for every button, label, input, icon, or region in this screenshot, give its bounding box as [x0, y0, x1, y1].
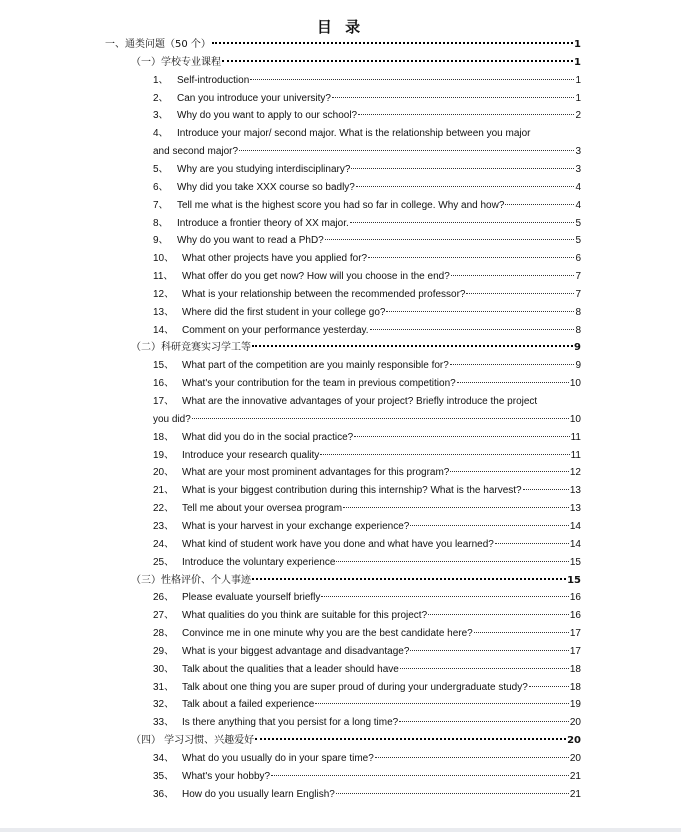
- toc-item-number: 12、: [153, 288, 175, 300]
- toc-page-number: 18: [569, 663, 581, 675]
- toc-item-number: 31、: [153, 681, 175, 693]
- toc-entry-text: Tell me about your oversea program: [182, 503, 343, 515]
- toc-leader-dots: [523, 489, 569, 490]
- toc-page-number: 17: [569, 645, 581, 657]
- toc-leader-dots: [529, 686, 569, 687]
- toc-entry-text: What part of the competition are you mainly responsible for?: [182, 360, 449, 372]
- toc-item[interactable]: [153, 625, 581, 643]
- toc-leader-dots: [375, 757, 569, 758]
- toc-item-number: 1、: [153, 74, 169, 86]
- toc-leader-dots: [325, 239, 575, 240]
- toc-item-number: 11、: [153, 271, 174, 283]
- toc-leader-dots: [495, 543, 569, 544]
- toc-item[interactable]: [153, 393, 537, 411]
- toc-entry-text: What are the innovative advantages of your project? Briefly introduce the project: [182, 396, 538, 407]
- toc-page-number: 20: [569, 753, 581, 764]
- toc-item-continuation[interactable]: [153, 143, 581, 161]
- toc-page-number: 13: [569, 503, 581, 515]
- toc-leader-dots: [320, 454, 569, 455]
- toc-entry-text: What is your biggest contribution during this internship? What is the harvest?: [182, 485, 522, 497]
- toc-leader-dots: [466, 293, 574, 294]
- toc-item[interactable]: [153, 589, 581, 607]
- toc-item[interactable]: [153, 322, 581, 340]
- toc-item[interactable]: [153, 90, 581, 108]
- toc-entry-text: What is your biggest advantage and disadvantage?: [182, 645, 410, 657]
- toc-leader-dots: [450, 364, 575, 365]
- toc-subsection[interactable]: [131, 572, 581, 590]
- toc-leader-dots: [271, 775, 569, 776]
- toc-page-number: 11: [570, 431, 581, 443]
- toc-item-number: 35、: [153, 770, 175, 782]
- toc-item[interactable]: [153, 215, 581, 233]
- toc-leader-dots: [255, 738, 566, 740]
- toc-item[interactable]: [153, 447, 581, 465]
- toc-section-1[interactable]: [105, 36, 581, 54]
- toc-leader-dots: [250, 79, 574, 80]
- toc-title: 目 录: [316, 18, 365, 36]
- toc-item[interactable]: [153, 197, 581, 215]
- toc-item-number: 25、: [153, 556, 175, 568]
- toc-entry-text: Talk about one thing you are super proud of during your undergraduate study?: [182, 681, 528, 693]
- toc-page-number: 19: [569, 699, 581, 711]
- toc-item-number: 19、: [153, 449, 175, 461]
- toc-item[interactable]: [153, 607, 581, 625]
- toc-item-number: 8、: [153, 217, 169, 229]
- toc-item[interactable]: [153, 464, 581, 482]
- toc-page-number: 3: [575, 146, 581, 158]
- toc-page-number: 13: [569, 485, 581, 497]
- toc-page-number: 4: [575, 181, 581, 193]
- toc-leader-dots: [315, 703, 569, 704]
- toc-leader-dots: [252, 578, 566, 580]
- toc-leader-dots: [410, 525, 569, 526]
- toc-leader-dots: [351, 168, 574, 169]
- toc-page-number: 5: [575, 235, 581, 247]
- toc-entry-text: Introduce your research quality: [182, 449, 320, 461]
- toc-item-number: 15、: [153, 360, 175, 372]
- toc-page-number: 20: [569, 717, 581, 729]
- toc-page-number: 8: [575, 324, 581, 336]
- toc-entry-text: What other projects have you applied for?: [182, 253, 368, 265]
- toc-item[interactable]: [153, 661, 581, 679]
- toc-page-number: 15: [567, 574, 581, 586]
- toc-leader-dots: [505, 204, 574, 205]
- toc-entry-text: What's your hobby?: [182, 770, 271, 782]
- toc-item[interactable]: [153, 554, 581, 572]
- toc-entry-text: What offer do you get now? How will you choose in the end?: [182, 271, 450, 283]
- toc-entry-text: Where did the first student in your college go?: [182, 306, 386, 318]
- toc-entry-text: Tell me what is the highest score you had so far in college. Why and how?: [177, 199, 505, 211]
- toc-entry-text: Introduce the voluntary experience: [182, 556, 336, 568]
- toc-item[interactable]: [153, 768, 581, 786]
- toc-item-number: 36、: [153, 788, 175, 800]
- toc-entry-text: Talk about the qualities that a leader should have: [182, 663, 399, 675]
- toc-item-number: 6、: [153, 181, 169, 193]
- toc-item-continuation[interactable]: [153, 411, 581, 429]
- toc-item-number: 34、: [153, 753, 175, 764]
- toc-entry-text: What did you do in the social practice?: [182, 431, 354, 443]
- toc-leader-dots: [343, 507, 569, 508]
- toc-item[interactable]: [153, 518, 581, 536]
- toc-item[interactable]: [153, 304, 581, 322]
- toc-leader-dots: [451, 275, 575, 276]
- toc-entry-text: （四） 学习习惯、兴趣爱好: [131, 735, 255, 747]
- toc-entry-text: What is your relationship between the recommended professor?: [182, 288, 466, 300]
- toc-leader-dots: [428, 614, 569, 615]
- toc-page-number: 2: [575, 110, 581, 122]
- toc-item[interactable]: [153, 357, 581, 375]
- toc-item[interactable]: [153, 375, 581, 393]
- toc-entry-text: What's your contribution for the team in previous competition?: [182, 378, 456, 390]
- toc-page-number: 6: [575, 253, 581, 265]
- toc-item[interactable]: [153, 536, 581, 554]
- toc-item[interactable]: [153, 232, 581, 250]
- toc-item[interactable]: [153, 161, 581, 179]
- toc-leader-dots: [222, 60, 573, 62]
- toc-leader-dots: [450, 471, 569, 472]
- toc-subsection[interactable]: [131, 54, 581, 72]
- toc-item-number: 7、: [153, 199, 169, 211]
- toc-page-number: 1: [574, 39, 581, 50]
- toc-page-number: 16: [569, 610, 581, 622]
- toc-leader-dots: [332, 97, 574, 98]
- toc-subsection[interactable]: [131, 732, 581, 750]
- toc-page-number: 1: [574, 56, 581, 68]
- toc-page-number: 1: [575, 92, 581, 104]
- toc-entry-text: What qualities do you think are suitable for this project?: [182, 610, 428, 622]
- toc-item[interactable]: [153, 72, 581, 90]
- toc-item-number: 14、: [153, 324, 175, 336]
- toc-leader-dots: [400, 668, 569, 669]
- toc-leader-dots: [370, 329, 575, 330]
- toc-item-number: 32、: [153, 699, 175, 711]
- toc-page-number: 9: [574, 342, 581, 354]
- toc-item-number: 13、: [153, 306, 175, 318]
- page-bottom-edge: [0, 828, 681, 832]
- toc-entry-text: 一、通类问题（50 个）: [105, 39, 211, 50]
- toc-leader-dots: [410, 650, 568, 651]
- toc-leader-dots: [457, 382, 569, 383]
- toc-entry-text: What are your most prominent advantages for this program?: [182, 467, 450, 479]
- toc-item[interactable]: [153, 750, 581, 768]
- toc-leader-dots: [368, 257, 574, 258]
- toc-item-number: 16、: [153, 378, 175, 390]
- toc-entry-text: Why do you want to apply to our school?: [177, 110, 358, 122]
- toc-page-number: 18: [569, 681, 581, 693]
- toc-subsection[interactable]: [131, 339, 581, 357]
- toc-entry-text: Can you introduce your university?: [177, 92, 331, 104]
- toc-leader-dots: [321, 596, 568, 597]
- toc-item-number: 5、: [153, 163, 169, 175]
- toc-page-number: 21: [569, 770, 581, 782]
- toc-item[interactable]: [153, 429, 581, 447]
- toc-item[interactable]: [153, 679, 581, 697]
- toc-page-number: 15: [569, 556, 581, 568]
- toc-item[interactable]: [153, 786, 581, 804]
- toc-item[interactable]: [153, 500, 581, 518]
- toc-leader-dots: [192, 418, 569, 419]
- toc-page-number: 17: [569, 628, 581, 640]
- toc-page-number: 14: [569, 538, 581, 550]
- toc-entry-text-continued: and second major?: [153, 146, 239, 158]
- toc-item-number: 17、: [153, 396, 175, 407]
- toc-leader-dots: [252, 345, 573, 347]
- toc-leader-dots: [356, 186, 575, 187]
- toc-item-number: 30、: [153, 663, 175, 675]
- toc-item[interactable]: [153, 286, 581, 304]
- toc-entry-text: Comment on your performance yesterday.: [182, 324, 369, 336]
- toc-leader-dots: [239, 150, 574, 151]
- toc-leader-dots: [336, 561, 568, 562]
- toc-leader-dots: [399, 721, 569, 722]
- toc-page-number: 21: [569, 788, 581, 800]
- toc-page-number: 20: [567, 735, 581, 747]
- toc-entry-text: What is your harvest in your exchange experience?: [182, 520, 410, 532]
- toc-item-number: 21、: [153, 485, 175, 497]
- toc-page-number: 7: [575, 271, 581, 283]
- toc-page-number: 10: [569, 378, 581, 390]
- toc-entry-text: （三）性格评价、个人事迹: [131, 574, 251, 586]
- toc-entry-text: Please evaluate yourself briefly: [182, 592, 321, 604]
- toc-page-number: 5: [575, 217, 581, 229]
- toc-entry-text: What kind of student work have you done and what have you learned?: [182, 538, 494, 550]
- toc-item[interactable]: [153, 125, 531, 143]
- toc-entry-text: Self-introduction: [177, 74, 250, 86]
- toc-page-number: 9: [575, 360, 581, 372]
- toc-entry-text: Talk about a failed experience: [182, 699, 315, 711]
- toc-item-number: 10、: [153, 253, 175, 265]
- toc-page-number: 4: [575, 199, 581, 211]
- toc-leader-dots: [474, 632, 569, 633]
- toc-page-number: 1: [575, 74, 581, 86]
- toc-page-number: 16: [569, 592, 581, 604]
- toc-entry-text: Is there anything that you persist for a long time?: [182, 717, 399, 729]
- toc-item-number: 23、: [153, 520, 175, 532]
- toc-item-number: 18、: [153, 431, 175, 443]
- toc-leader-dots: [386, 311, 574, 312]
- toc-page-number: 8: [575, 306, 581, 318]
- toc-leader-dots: [358, 114, 574, 115]
- toc-entry-text: （一）学校专业课程: [131, 56, 221, 68]
- toc-item-number: 29、: [153, 645, 175, 657]
- toc-item-number: 4、: [153, 128, 169, 140]
- toc-item-number: 2、: [153, 92, 169, 104]
- toc-item-number: 27、: [153, 610, 175, 622]
- toc-item[interactable]: [153, 696, 581, 714]
- toc-item[interactable]: [153, 643, 581, 661]
- toc-page-number: 11: [570, 449, 581, 461]
- toc-page-number: 10: [569, 413, 581, 425]
- toc-leader-dots: [354, 436, 569, 437]
- toc-entry-text: Why are you studying interdisciplinary?: [177, 163, 351, 175]
- toc-item[interactable]: [153, 179, 581, 197]
- toc-item-number: 33、: [153, 717, 175, 729]
- toc-leader-dots: [336, 793, 569, 794]
- toc-entry-text: Why did you take XXX course so badly?: [177, 181, 355, 193]
- toc-leader-dots: [350, 222, 575, 223]
- toc-page-number: 3: [575, 163, 581, 175]
- toc-item-number: 26、: [153, 592, 175, 604]
- toc-leader-dots: [212, 42, 573, 44]
- toc-item[interactable]: [153, 107, 581, 125]
- toc-item[interactable]: [153, 268, 581, 286]
- toc-item-number: 20、: [153, 467, 175, 479]
- toc-page-number: 14: [569, 520, 581, 532]
- toc-item-number: 22、: [153, 503, 175, 515]
- toc-entry-text: Why do you want to read a PhD?: [177, 235, 324, 247]
- toc-entry-text: How do you usually learn English?: [182, 788, 335, 800]
- toc-item-number: 28、: [153, 628, 175, 640]
- toc-item-number: 9、: [153, 235, 169, 247]
- toc-page-number: 12: [569, 467, 581, 479]
- toc-page-number: 7: [575, 288, 581, 300]
- toc-entry-text: Introduce a frontier theory of XX major.: [177, 217, 349, 229]
- toc-item[interactable]: [153, 250, 581, 268]
- toc-entry-text: Introduce your major/ second major. What is the relationship between you major: [177, 128, 531, 140]
- toc-item[interactable]: [153, 714, 581, 732]
- toc-entry-text: Convince me in one minute why you are the best candidate here?: [182, 628, 473, 640]
- toc-item[interactable]: [153, 482, 581, 500]
- toc-item-number: 3、: [153, 110, 169, 122]
- toc-entry-text: （二）科研竞赛实习学工等: [131, 342, 251, 354]
- toc-item-number: 24、: [153, 538, 175, 550]
- toc-entry-text: What do you usually do in your spare time?: [182, 753, 374, 764]
- toc-entry-text-continued: you did?: [153, 413, 191, 425]
